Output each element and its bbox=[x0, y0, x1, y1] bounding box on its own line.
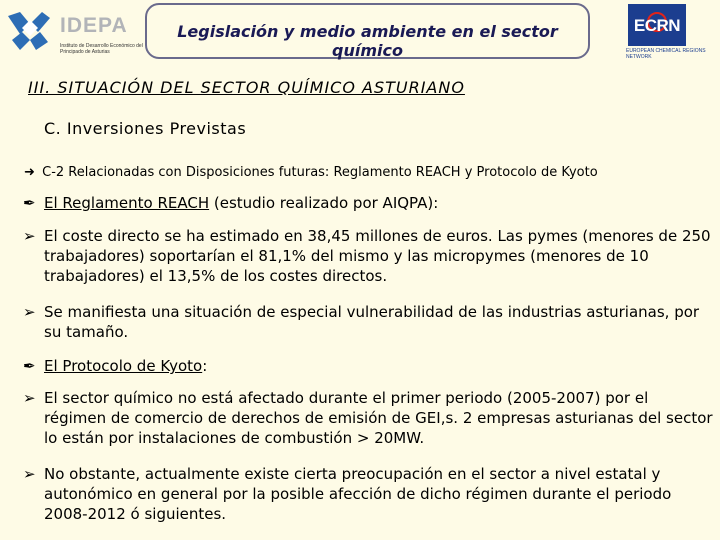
reach-heading bbox=[23, 193, 713, 213]
arrowhead-bullet-icon: ➢ bbox=[23, 389, 36, 407]
intro-text: C-2 Relacionadas con Disposiciones futuras: Reglamento REACH y Protocolo de Kyoto bbox=[42, 165, 598, 180]
section-title: III. SITUACIÓN DEL SECTOR QUÍMICO ASTURIANO bbox=[28, 78, 465, 97]
ecrn-logo bbox=[624, 4, 716, 70]
list-item-text: No obstante, actualmente existe cierta preocupación en el sector a nivel estatal y autonómico en general por la posible afección de dicho régimen durante el periodo 2008-2012 ó siguientes. bbox=[44, 465, 672, 523]
list-item-text: El sector químico no está afectado durante el primer periodo (2005-2007) por el régimen de comercio de derechos de emisión de GEI,s. 2 empresas asturianas del sector lo están por instalaciones de combustión > 20MW. bbox=[44, 389, 713, 447]
kyoto-heading bbox=[23, 356, 713, 376]
reach-suffix: (estudio realizado por AIQPA): bbox=[209, 194, 439, 212]
list-item bbox=[23, 388, 713, 448]
ecrn-logo-box bbox=[628, 4, 686, 46]
intro-line bbox=[24, 165, 598, 180]
list-item-text: Se manifiesta una situación de especial vulnerabilidad de las industrias asturianas, por su tamaño. bbox=[44, 303, 700, 341]
arrowhead-bullet-icon: ➢ bbox=[23, 303, 36, 321]
subsection-title: C. Inversiones Previstas bbox=[44, 119, 247, 138]
list-item bbox=[23, 464, 713, 524]
kyoto-link[interactable]: El Protocolo de Kyoto bbox=[44, 357, 203, 375]
idepa-name: IDEPA bbox=[60, 14, 128, 37]
list-item bbox=[23, 302, 713, 342]
ecrn-name: ECRN bbox=[633, 16, 681, 35]
idepa-subtitle: Instituto de Desarrollo Económico del Principado de Asturias bbox=[60, 43, 143, 55]
reach-link[interactable]: El Reglamento REACH bbox=[44, 194, 210, 212]
pencil-icon: ✒ bbox=[23, 194, 36, 212]
idepa-logo-icon bbox=[6, 10, 52, 52]
arrow-right-icon: ➜ bbox=[24, 165, 35, 180]
arrowhead-bullet-icon: ➢ bbox=[23, 465, 36, 483]
presentation-title: Legislación y medio ambiente en el sector químico bbox=[177, 22, 558, 60]
list-item bbox=[23, 226, 713, 286]
presentation-title-box bbox=[145, 3, 590, 59]
header bbox=[0, 0, 720, 72]
idepa-logo bbox=[6, 8, 146, 68]
pencil-icon: ✒ bbox=[23, 357, 36, 375]
ecrn-subtitle: EUROPEAN CHEMICAL REGIONS NETWORK bbox=[626, 48, 706, 60]
arrowhead-bullet-icon: ➢ bbox=[23, 227, 36, 245]
kyoto-suffix: : bbox=[202, 357, 208, 375]
list-item-text: El coste directo se ha estimado en 38,45 millones de euros. Las pymes (menores de 250 trabajadores) soportarían el 81,1% del mismo y las micropymes (menores de 10 trabajadores) el 13,5% de los costes directos. bbox=[44, 227, 711, 285]
